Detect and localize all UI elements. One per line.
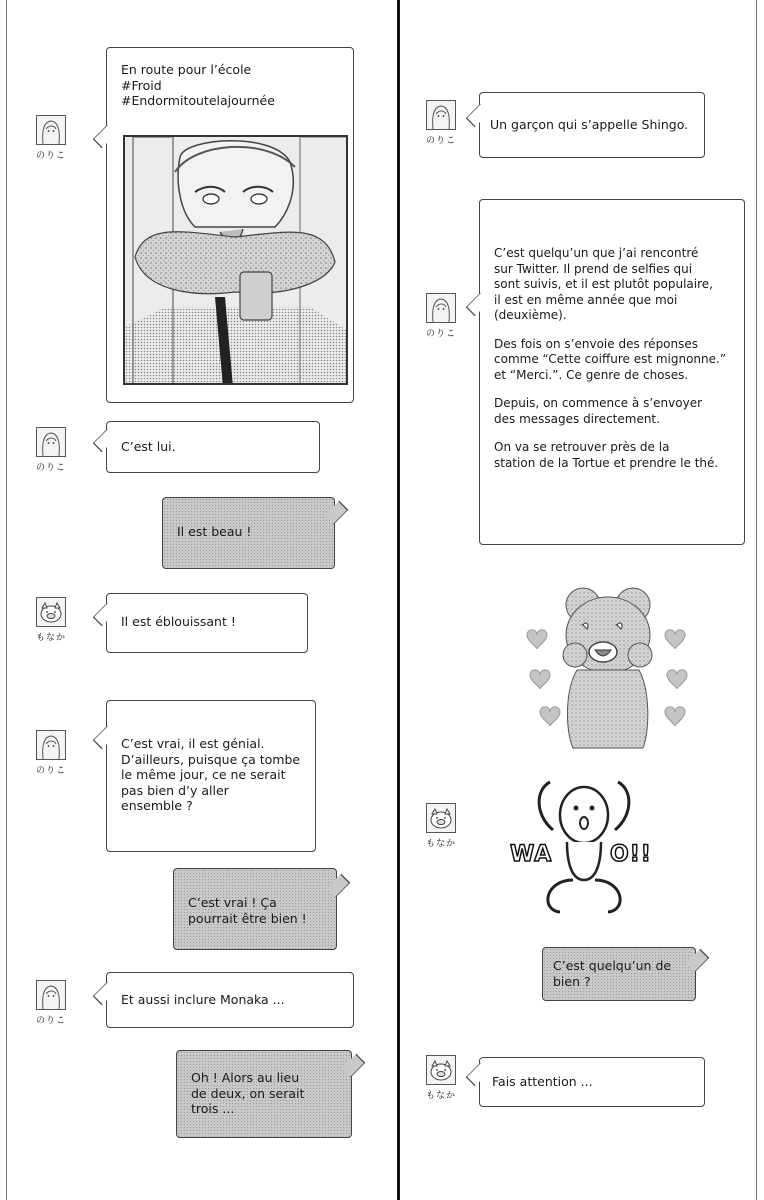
post-hashtag: #Froid	[121, 77, 162, 93]
avatar-noriko[interactable]	[34, 730, 68, 776]
message-text-line: pourrait être bien !	[188, 910, 307, 926]
message-text-line: (deuxième).	[494, 308, 567, 322]
username: のりこ	[35, 151, 66, 161]
bear-sticker[interactable]	[515, 580, 695, 760]
message-bubble[interactable]	[106, 421, 320, 473]
message-text-line: Depuis, on commence à s’envoyer	[494, 396, 703, 410]
username: もなか	[425, 839, 456, 849]
avatar-monaka[interactable]	[424, 803, 458, 849]
message-bubble[interactable]	[106, 972, 354, 1028]
message-text: Un garçon qui s’appelle Shingo.	[490, 117, 689, 132]
username: のりこ	[35, 463, 66, 473]
username: のりこ	[35, 766, 66, 776]
message-text-line: D’ailleurs, puisque ça tombe	[121, 751, 301, 767]
avatar-noriko[interactable]	[34, 980, 68, 1026]
message-text-line: station de la Tortue et prendre le thé.	[494, 455, 719, 470]
message-text: Il est éblouissant !	[121, 614, 236, 629]
girl-avatar-icon	[426, 100, 456, 130]
username: のりこ	[35, 1016, 66, 1026]
avatar-monaka[interactable]	[34, 597, 68, 643]
wao-text-right: O!!	[610, 842, 652, 867]
sent-message-bubble[interactable]	[542, 947, 696, 1001]
panel-divider	[397, 0, 400, 1200]
sent-message-bubble[interactable]	[173, 868, 337, 950]
girl-avatar-icon	[36, 730, 66, 760]
message-text-line: bien ?	[553, 973, 591, 989]
post-hashtag: #Endormitoutelajournée	[121, 93, 275, 108]
message-text-line: de deux, on serait	[191, 1085, 305, 1101]
wao-sticker[interactable]	[505, 770, 665, 930]
right-page-edge	[756, 0, 757, 1200]
message-text-line: C’est quelqu’un de	[553, 958, 672, 973]
message-text-line: C’est quelqu’un que j’ai rencontré	[494, 246, 699, 260]
message-text-line: et “Merci.”. Ce genre de choses.	[494, 367, 689, 382]
message-text-line: des messages directement.	[494, 411, 660, 426]
pig-avatar-icon	[426, 1055, 456, 1085]
username: もなか	[425, 1091, 456, 1101]
message-text-line: sont suivis, et il est plutôt populaire,	[494, 277, 713, 291]
username: のりこ	[425, 329, 456, 339]
pig-avatar-icon	[36, 597, 66, 627]
message-text-line: comme “Cette coiffure est mignonne.”	[494, 352, 727, 366]
message-bubble[interactable]	[479, 92, 705, 158]
left-page-edge	[6, 0, 7, 1200]
message-text-line: sur Twitter. Il prend de selfies qui	[494, 261, 693, 276]
message-text: Et aussi inclure Monaka ...	[121, 992, 285, 1007]
message-text-line: On va se retrouver près de la	[494, 440, 670, 454]
message-text-line: trois ...	[191, 1101, 235, 1116]
bear-hearts-icon	[515, 580, 695, 760]
message-bubble[interactable]	[106, 700, 316, 852]
message-text-line: le même jour, ce ne serait	[121, 767, 286, 782]
selfie-photo[interactable]	[123, 135, 348, 385]
message-text: C’est lui.	[121, 439, 176, 454]
message-bubble[interactable]	[479, 199, 745, 545]
message-bubble[interactable]	[479, 1057, 705, 1107]
wao-text-left: WA	[510, 842, 553, 867]
post-text-line: En route pour l’école	[121, 62, 252, 77]
message-text-line: ensemble ?	[121, 798, 193, 813]
username: もなか	[35, 633, 66, 643]
message-text-line: pas bien d’y aller	[121, 782, 229, 798]
girl-avatar-icon	[36, 427, 66, 457]
girl-avatar-icon	[36, 115, 66, 145]
avatar-monaka[interactable]	[424, 1055, 458, 1101]
girl-avatar-icon	[36, 980, 66, 1010]
sent-message-bubble[interactable]	[162, 497, 335, 569]
message-text-line: C’est vrai ! Ça	[188, 895, 277, 910]
message-text: Il est beau !	[177, 524, 252, 539]
message-text-line: C’est vrai, il est génial.	[121, 736, 265, 751]
avatar-noriko[interactable]	[34, 427, 68, 473]
avatar-noriko[interactable]	[424, 100, 458, 146]
message-text: Fais attention ...	[492, 1074, 593, 1089]
avatar-noriko[interactable]	[424, 293, 458, 339]
avatar-noriko[interactable]	[34, 115, 68, 161]
message-bubble[interactable]	[106, 593, 308, 653]
message-text-line: Des fois on s’envoie des réponses	[494, 336, 699, 351]
username: のりこ	[425, 136, 456, 146]
sent-message-bubble[interactable]	[176, 1050, 352, 1138]
message-text-line: il est en même année que moi	[494, 292, 678, 307]
message-text-line: Oh ! Alors au lieu	[191, 1070, 300, 1085]
girl-avatar-icon	[426, 293, 456, 323]
pig-avatar-icon	[426, 803, 456, 833]
